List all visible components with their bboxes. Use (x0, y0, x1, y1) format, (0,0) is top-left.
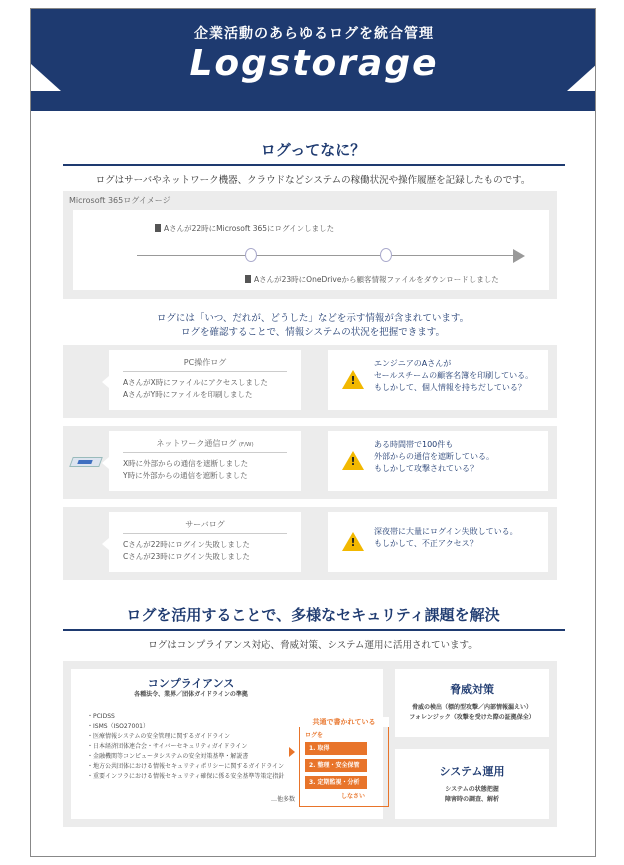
alert-line: 外部からの通信を遮断している。 (374, 452, 494, 461)
log-card-body (123, 458, 248, 482)
alert-text (374, 358, 533, 394)
section-title-what-is-log: ログってなに？ (260, 141, 366, 159)
log-line: AさんがX時にファイルにアクセスしました (123, 378, 268, 387)
arrow-right-icon (513, 249, 525, 263)
alert-line: ある時間帯で100件も (374, 440, 454, 449)
header-subtitle: 企業活動のあらゆるログを統合管理 (194, 26, 434, 42)
step-organize-store: 2. 整理・安全保管 (305, 759, 367, 772)
explanation-line-2: ログを確認することで、情報システムの状況を把握できます。 (180, 327, 446, 338)
log-line: Y時に外部からの通信を遮断しました (123, 471, 248, 480)
log-card-heading: PC操作ログ (183, 358, 227, 367)
log-example-row (63, 507, 557, 580)
threat-box (395, 669, 549, 737)
timeline-marker (380, 248, 392, 262)
timeline-line (137, 255, 513, 256)
divider (123, 533, 287, 534)
timeline-marker (245, 248, 257, 262)
log-line: Cさんが22時にログイン失敗しました (123, 540, 250, 549)
warning-mark: ! (350, 455, 356, 468)
divider (63, 164, 565, 166)
step-monitor-analyze: 3. 定期監視・分析 (305, 776, 367, 789)
compliance-item: ・日本経済団体連合会・サイバーセキュリティガイドライン (87, 743, 248, 750)
section-title-solutions: ログを活用することで、多様なセキュリティ課題を解決 (126, 606, 500, 624)
alert-card (328, 512, 548, 572)
alert-card (328, 431, 548, 491)
logo-title: Logstorage (189, 43, 439, 84)
compliance-item: ・金融機関等コンピュータシステムの安全対策基準・解説書 (87, 753, 249, 760)
timeline-note-1 (155, 223, 334, 234)
timeline (73, 210, 549, 290)
firewall-device-icon (69, 457, 103, 467)
compliance-item: ・PCIDSS (87, 713, 115, 720)
log-card-heading (109, 438, 301, 449)
log-card (109, 512, 301, 572)
section-lead: ログはサーバやネットワーク機器、クラウドなどシステムの稼働状況や操作履歴を記録したものです。 (95, 175, 531, 186)
divider (123, 371, 287, 372)
note-text: Aさんが23時にOneDriveから顧客情報ファイルをダウンロードしました (254, 275, 499, 284)
alert-line: セールスチームの顧客名簿を印刷している。 (374, 371, 534, 380)
threat-line: フォレンジック（攻撃を受けた際の証拠保全） (409, 714, 535, 721)
log-line: X時に外部からの通信を遮断しました (123, 459, 249, 468)
warning-mark: ! (350, 374, 356, 387)
log-label: ログを (305, 732, 324, 739)
ops-line: 障害時の調査、解析 (444, 796, 499, 803)
document-icon (245, 275, 251, 283)
shinasai-label: しなさい (341, 793, 366, 800)
log-line: Cさんが23時にログイン失敗しました (123, 552, 250, 561)
compliance-item: ・医療情報システムの安全管理に関するガイドライン (87, 733, 231, 740)
threat-body (395, 703, 549, 723)
ops-title: システム運用 (439, 765, 505, 778)
common-label: 共通で書かれている (299, 717, 389, 727)
divider (123, 452, 287, 453)
divider (63, 629, 565, 631)
arrow-right-icon (289, 747, 295, 757)
log-card (109, 350, 301, 410)
document-icon (155, 224, 161, 232)
alert-line: もしかして、不正アクセス？ (374, 539, 478, 548)
log-card-body (123, 539, 250, 563)
alert-text (374, 526, 518, 550)
alert-line: 深夜帯に大量にログイン失敗している。 (374, 527, 518, 536)
heading-suffix: (F/W) (238, 442, 254, 448)
threat-line: 脅威の検出（標的型攻撃／内部情報漏えい） (411, 704, 532, 711)
section-lead: ログはコンプライアンス対応、脅威対策、システム運用に活用されています。 (148, 640, 478, 651)
compliance-item: ・重要インフラにおける情報セキュリティ確保に係る安全基準等策定指針 (87, 773, 285, 780)
log-line: AさんがY時にファイルを印刷しました (123, 390, 253, 399)
explanation-line-1: ログには「いつ、だれが、どうした」などを示す情報が含まれています。 (156, 313, 470, 324)
alert-line: エンジニアのAさんが (374, 359, 452, 368)
threat-title: 脅威対策 (450, 683, 494, 696)
alert-card (328, 350, 548, 410)
compliance-list (87, 712, 287, 782)
ops-box (395, 749, 549, 819)
heading-text: ネットワーク通信ログ (156, 439, 237, 448)
step-acquire: 1. 取得 (305, 742, 367, 755)
compliance-subtitle: 各種法令、業界／団体ガイドラインの準拠 (134, 691, 248, 698)
alert-line: もしかして、個人情報を持ちだしている？ (374, 383, 526, 392)
header-banner (31, 9, 596, 111)
log-card (109, 431, 301, 491)
flyer (30, 8, 596, 857)
log-example-row (63, 426, 557, 499)
note-text: Aさんが22時にMicrosoft 365にログインしました (164, 224, 335, 233)
ops-line: システムの状態把握 (445, 786, 499, 793)
compliance-title: コンプライアンス (147, 677, 235, 690)
compliance-etc: …他多数 (271, 796, 296, 803)
alert-line: もしかして攻撃されている？ (374, 464, 478, 473)
log-card-heading: サーバログ (185, 520, 225, 529)
log-example-row (63, 345, 557, 418)
alert-text (374, 439, 494, 475)
timeline-note-2 (245, 274, 499, 285)
warning-mark: ! (350, 536, 356, 549)
compliance-item: ・地方公共団体における情報セキュリティポリシーに関するガイドライン (87, 763, 285, 770)
log-card-body (123, 377, 268, 401)
ops-body (395, 785, 549, 805)
compliance-item: ・ISMS（ISO27001） (87, 723, 149, 730)
ms365-label: Microsoft 365ログイメージ (69, 196, 171, 205)
